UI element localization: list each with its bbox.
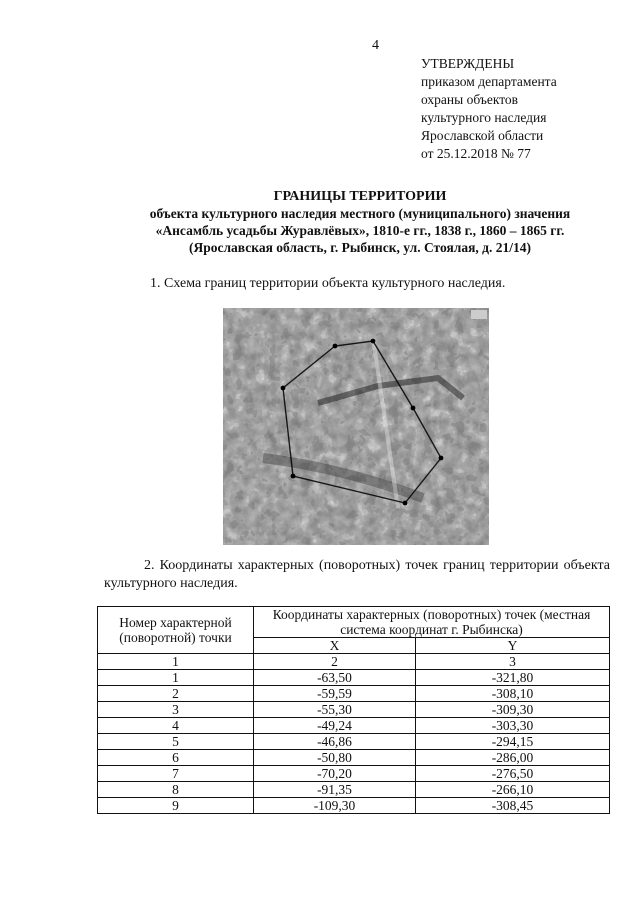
table-row — [98, 750, 610, 766]
table-cell: -46,86 — [254, 734, 416, 750]
heading-line: «Ансамбль усадьбы Журавлёвых», 1810-е гг., 1838 г., 1860 – 1865 гг. — [155, 223, 565, 238]
table-cell: -276,50 — [416, 766, 610, 782]
header-x: X — [254, 638, 416, 654]
table-cell: 2 — [98, 686, 254, 702]
coordinates-table — [97, 606, 610, 814]
table-row — [98, 702, 610, 718]
heading-line: объекта культурного наследия местного (муниципального) значения — [149, 206, 571, 221]
approval-line: охраны объектов — [421, 92, 519, 107]
table-cell: -308,10 — [416, 686, 610, 702]
table-cell: -266,10 — [416, 782, 610, 798]
heading-title: ГРАНИЦЫ ТЕРРИТОРИИ — [273, 189, 447, 204]
table-cell: -109,30 — [254, 798, 416, 814]
document-heading — [90, 188, 630, 256]
header-coordinates: Координаты характерных (поворотных) точек (местная система координат г. Рыбинска) — [254, 607, 610, 638]
approval-line: Ярославской области — [421, 128, 544, 143]
section-2-text: 2. Координаты характерных (поворотных) точек границ территории объекта культурного наследия. — [104, 558, 610, 591]
table-cell: -50,80 — [254, 750, 416, 766]
table-cell: 8 — [98, 782, 254, 798]
section-1-caption: 1. Схема границ территории объекта культурного наследия. — [150, 276, 506, 291]
table-row — [98, 686, 610, 702]
table-cell: 1 — [98, 654, 254, 670]
table-cell: 1 — [98, 670, 254, 686]
table-cell: -321,80 — [416, 670, 610, 686]
header-y: Y — [416, 638, 610, 654]
approval-line: УТВЕРЖДЕНЫ — [421, 56, 515, 71]
header-point-number: Номер характерной (поворотной) точки — [98, 607, 254, 654]
table-cell: 3 — [416, 654, 610, 670]
table-cell: -309,30 — [416, 702, 610, 718]
table-cell: 5 — [98, 734, 254, 750]
table-row — [98, 734, 610, 750]
table-row — [98, 670, 610, 686]
page-number: 4 — [372, 38, 379, 53]
table-cell: -303,30 — [416, 718, 610, 734]
section-2-caption — [104, 557, 610, 593]
table-cell: -49,24 — [254, 718, 416, 734]
table-row — [98, 782, 610, 798]
table-cell: 7 — [98, 766, 254, 782]
table-row — [98, 766, 610, 782]
table-cell: -70,20 — [254, 766, 416, 782]
table-cell: 6 — [98, 750, 254, 766]
approval-line: приказом департамента — [421, 74, 557, 89]
table-row — [98, 798, 610, 814]
table-cell: -55,30 — [254, 702, 416, 718]
table-cell: -63,50 — [254, 670, 416, 686]
approval-line: культурного наследия — [421, 110, 547, 125]
table-cell: 2 — [254, 654, 416, 670]
table-cell: -59,59 — [254, 686, 416, 702]
table-cell: -308,45 — [416, 798, 610, 814]
heading-address: (Ярославская область, г. Рыбинск, ул. Стоялая, д. 21/14) — [188, 240, 531, 255]
table-cell: 9 — [98, 798, 254, 814]
table-cell: -286,00 — [416, 750, 610, 766]
approval-block — [421, 55, 557, 163]
table-cell: -294,15 — [416, 734, 610, 750]
boundary-scheme-map — [223, 308, 489, 545]
table-cell: 3 — [98, 702, 254, 718]
table-cell: -91,35 — [254, 782, 416, 798]
approval-date-line: от 25.12.2018 № 77 — [421, 146, 531, 161]
table-row — [98, 718, 610, 734]
table-cell: 4 — [98, 718, 254, 734]
table-index-row — [98, 654, 610, 670]
